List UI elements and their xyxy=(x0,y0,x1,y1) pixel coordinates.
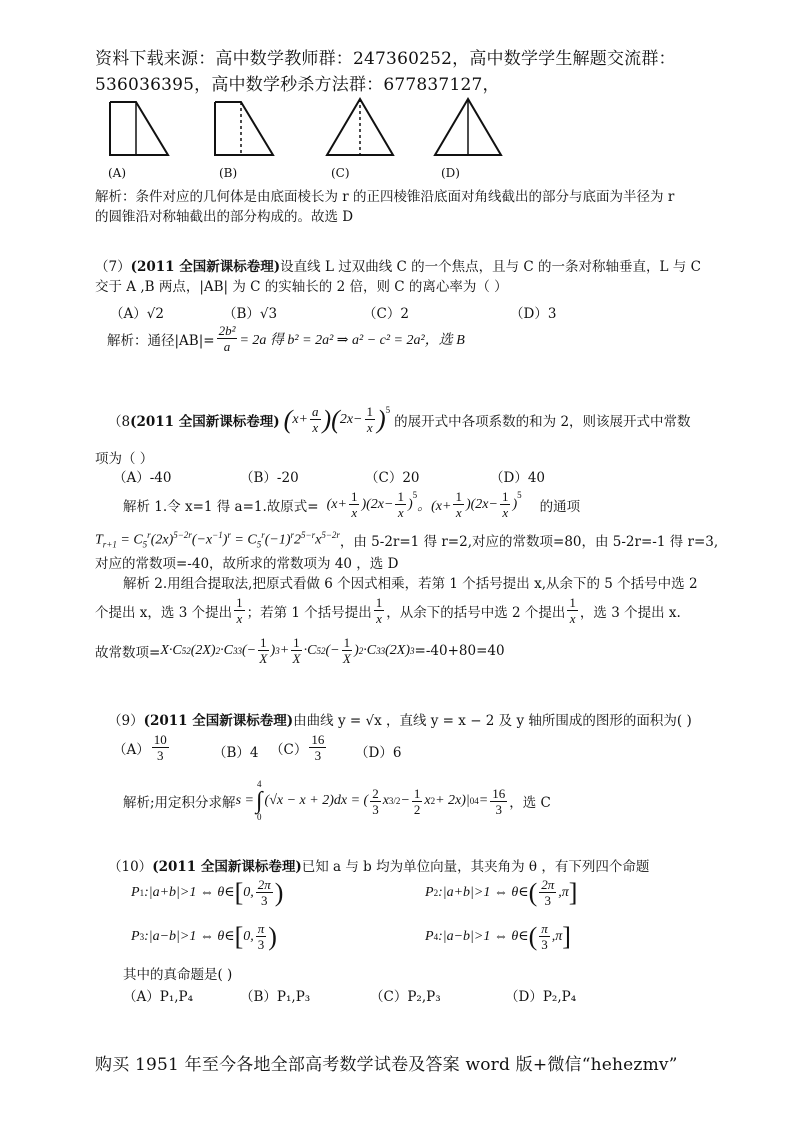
figure-label-d: (D) xyxy=(441,166,460,180)
q8-solution-1-line-3: 对应的常数项=-40，故所求的常数项为 40 ，选 D xyxy=(95,556,399,572)
q10-option-a: （A）P₁,P₄ xyxy=(123,989,194,1005)
q8-stem-line-1 xyxy=(108,405,691,434)
q10-stem-text: 已知 a 与 b 均为单位向量，其夹角为 θ ，有下列四个命题 xyxy=(301,859,650,875)
q9-stem xyxy=(108,709,692,729)
q7-source: (2011 全国新课标卷理) xyxy=(130,259,281,275)
figure-c xyxy=(325,97,395,159)
q8-option-b: （B）-20 xyxy=(240,470,299,486)
q7-option-a: （A）√2 xyxy=(110,306,164,322)
header-line-1: 资料下载来源：高中数学教师群：247360252，高中数学学生解题交流群： xyxy=(95,49,676,69)
q7-analysis-fraction: $\frac{\text{2b²}}{a}$ xyxy=(218,323,236,354)
q9-source: (2011 全国新课标卷理) xyxy=(143,713,294,729)
figure-label-a: (A) xyxy=(108,166,127,180)
q6-analysis-line-1: 解析：条件对应的几何体是由底面棱长为 r 的正四棱锥沿底面对角线截出的部分与底面为半径为 r xyxy=(95,189,675,205)
q7-stem-1: 设直线 L 过双曲线 C 的一个焦点，且与 C 的一条对称轴垂直，L 与 C xyxy=(280,259,701,275)
q6-analysis-line-2: 的圆锥沿对称轴截出的部分构成的。故选 D xyxy=(95,209,354,225)
q8-solution-2-line-3: 故常数项= X·C 5 2 (2X) 2 ·C 3 3 (− $\frac{1}{X}$ ) 3 + $\frac{1}{X}$ ·C 5 2 (− $\frac{1}{X}$ ) 2 ·C 3 3 (2X) 3 =-40+80=40 xyxy=(95,635,505,666)
figure-a xyxy=(108,100,173,160)
q8-stem-rest: 的展开式中各项系数的和为 2，则该展开式中常数 xyxy=(394,413,691,430)
q8-stem-line-2: 项为（ ） xyxy=(95,451,154,467)
q8-option-d: （D）40 xyxy=(490,470,546,486)
q8-option-a: （A）-40 xyxy=(113,470,172,486)
q8-source: (2011 全国新课标卷理) xyxy=(130,413,280,430)
q10-proposition-p3: P 3 :|a−b|>1 ⇔ θ∈ [ 0, $\frac{\pi}{3}$ ) xyxy=(131,921,277,952)
q10-proposition-p1: P 1 :|a+b|>1 ⇔ θ∈ [ 0, $\frac{2\pi}{3}$ ) xyxy=(131,877,284,908)
q8-solution-2-line-1: 解析 2.用组合提取法,把原式看做 6 个因式相乘，若第 1 个括号提出 x,从余下的 5 个括号中选 2 xyxy=(123,576,698,592)
q8-option-c: （C）20 xyxy=(365,470,420,486)
q9-option-c: （C） $\frac{16}{3}$ xyxy=(270,732,325,763)
q9-stem-text: 由曲线 y = √x ，直线 y = x − 2 及 y 轴所围成的图形的面积为( ) xyxy=(293,713,692,729)
q7-analysis-prefix: 解析：通径|AB|= xyxy=(107,332,215,349)
header-line-2: 536036395，高中数学秒杀方法群：677837127， xyxy=(95,75,500,95)
q7-stem-line-1 xyxy=(95,255,701,275)
q8-solution-1-line-1: 解析 1.令 x=1 得 a=1.故原式= (x+ $\frac{1}{x}$ )(2x− $\frac{1}{x}$ ) $^5$ 。(x+ $\frac{1}{x}$ )(2x− $\frac{1}{x}$ ) $^5$ 的通项 xyxy=(123,489,581,520)
figure-b xyxy=(213,100,278,160)
q7-analysis-rest: = 2a 得 b² = 2a² ⇒ a² − c² = 2a²，选 B xyxy=(239,332,465,348)
figure-d xyxy=(433,97,503,159)
q9-option-b: （B）4 xyxy=(213,745,259,761)
q7-option-c: （C）2 xyxy=(363,306,409,322)
q9-analysis: 解析;用定积分求解 s = 4 ∫ 0 (√x − x + 2)dx = ( $\frac{2}{3}$ x 3/2 − $\frac{1}{2}$ x 2 + 2x)| 0 4 = $\frac{16}{3}$ ，选 C xyxy=(123,779,551,822)
q7-stem-line-2: 交于 A ,B 两点，|AB| 为 C 的实轴长的 2 倍，则 C 的离心率为（ ） xyxy=(95,279,508,295)
q9-number: （9） xyxy=(108,713,144,729)
q8-expression: ( x+ $\frac{a}{x}$ )( 2x− $\frac{1}{x}$ ) $^5$ xyxy=(283,404,391,435)
q7-number: （7） xyxy=(95,259,131,275)
figure-label-c: (C) xyxy=(331,166,350,180)
q10-question-tail: 其中的真命题是( ) xyxy=(123,967,233,983)
q8-solution-1-line-2: $T_{r+1} = C_5^r(2x)^{5-2r}(-x^{-1})^r = C_5^r(-1)^r2^{5-r}x^{5-2r}$ ，由 5-2r=1 得 r=2,对应的常数项=80，由 5-2r=-1 得 r=3, xyxy=(95,530,719,550)
footer-ad: 购买 1951 年至今各地全部高考数学试卷及答案 word 版+微信“hehezmv” xyxy=(95,1055,678,1075)
q7-analysis xyxy=(107,324,465,353)
q10-source: (2011 全国新课标卷理) xyxy=(152,859,302,875)
q9-option-d: （D）6 xyxy=(355,745,402,761)
q10-option-d: （D）P₂,P₄ xyxy=(505,989,577,1005)
figure-label-b: (B) xyxy=(219,166,238,180)
q7-option-d: （D）3 xyxy=(510,306,557,322)
q10-option-c: （C）P₂,P₃ xyxy=(370,989,441,1005)
q8-solution-2-line-2: 个提出 x，选 3 个提出 $\frac{1}{x}$ ；若第 1 个括号提出 $\frac{1}{x}$ ，从余下的括号中选 2 个提出 $\frac{1}{x}$ ，选 3 个提出 x. xyxy=(95,595,681,626)
q10-proposition-p2: P 2 :|a+b|>1 ⇔ θ∈ ( $\frac{2\pi}{3}$ ,π ] xyxy=(425,877,578,908)
q10-number: （10） xyxy=(108,859,153,875)
q10-proposition-p4: P 4 :|a−b|>1 ⇔ θ∈ ( $\frac{\pi}{3}$ ,π ] xyxy=(425,921,571,952)
q7-option-b: （B）√3 xyxy=(223,306,278,322)
q10-option-b: （B）P₁,P₃ xyxy=(240,989,311,1005)
q9-option-a: （A） $\frac{10}{3}$ xyxy=(113,732,167,763)
q8-number: （8 xyxy=(108,413,131,430)
q10-stem xyxy=(108,855,649,875)
